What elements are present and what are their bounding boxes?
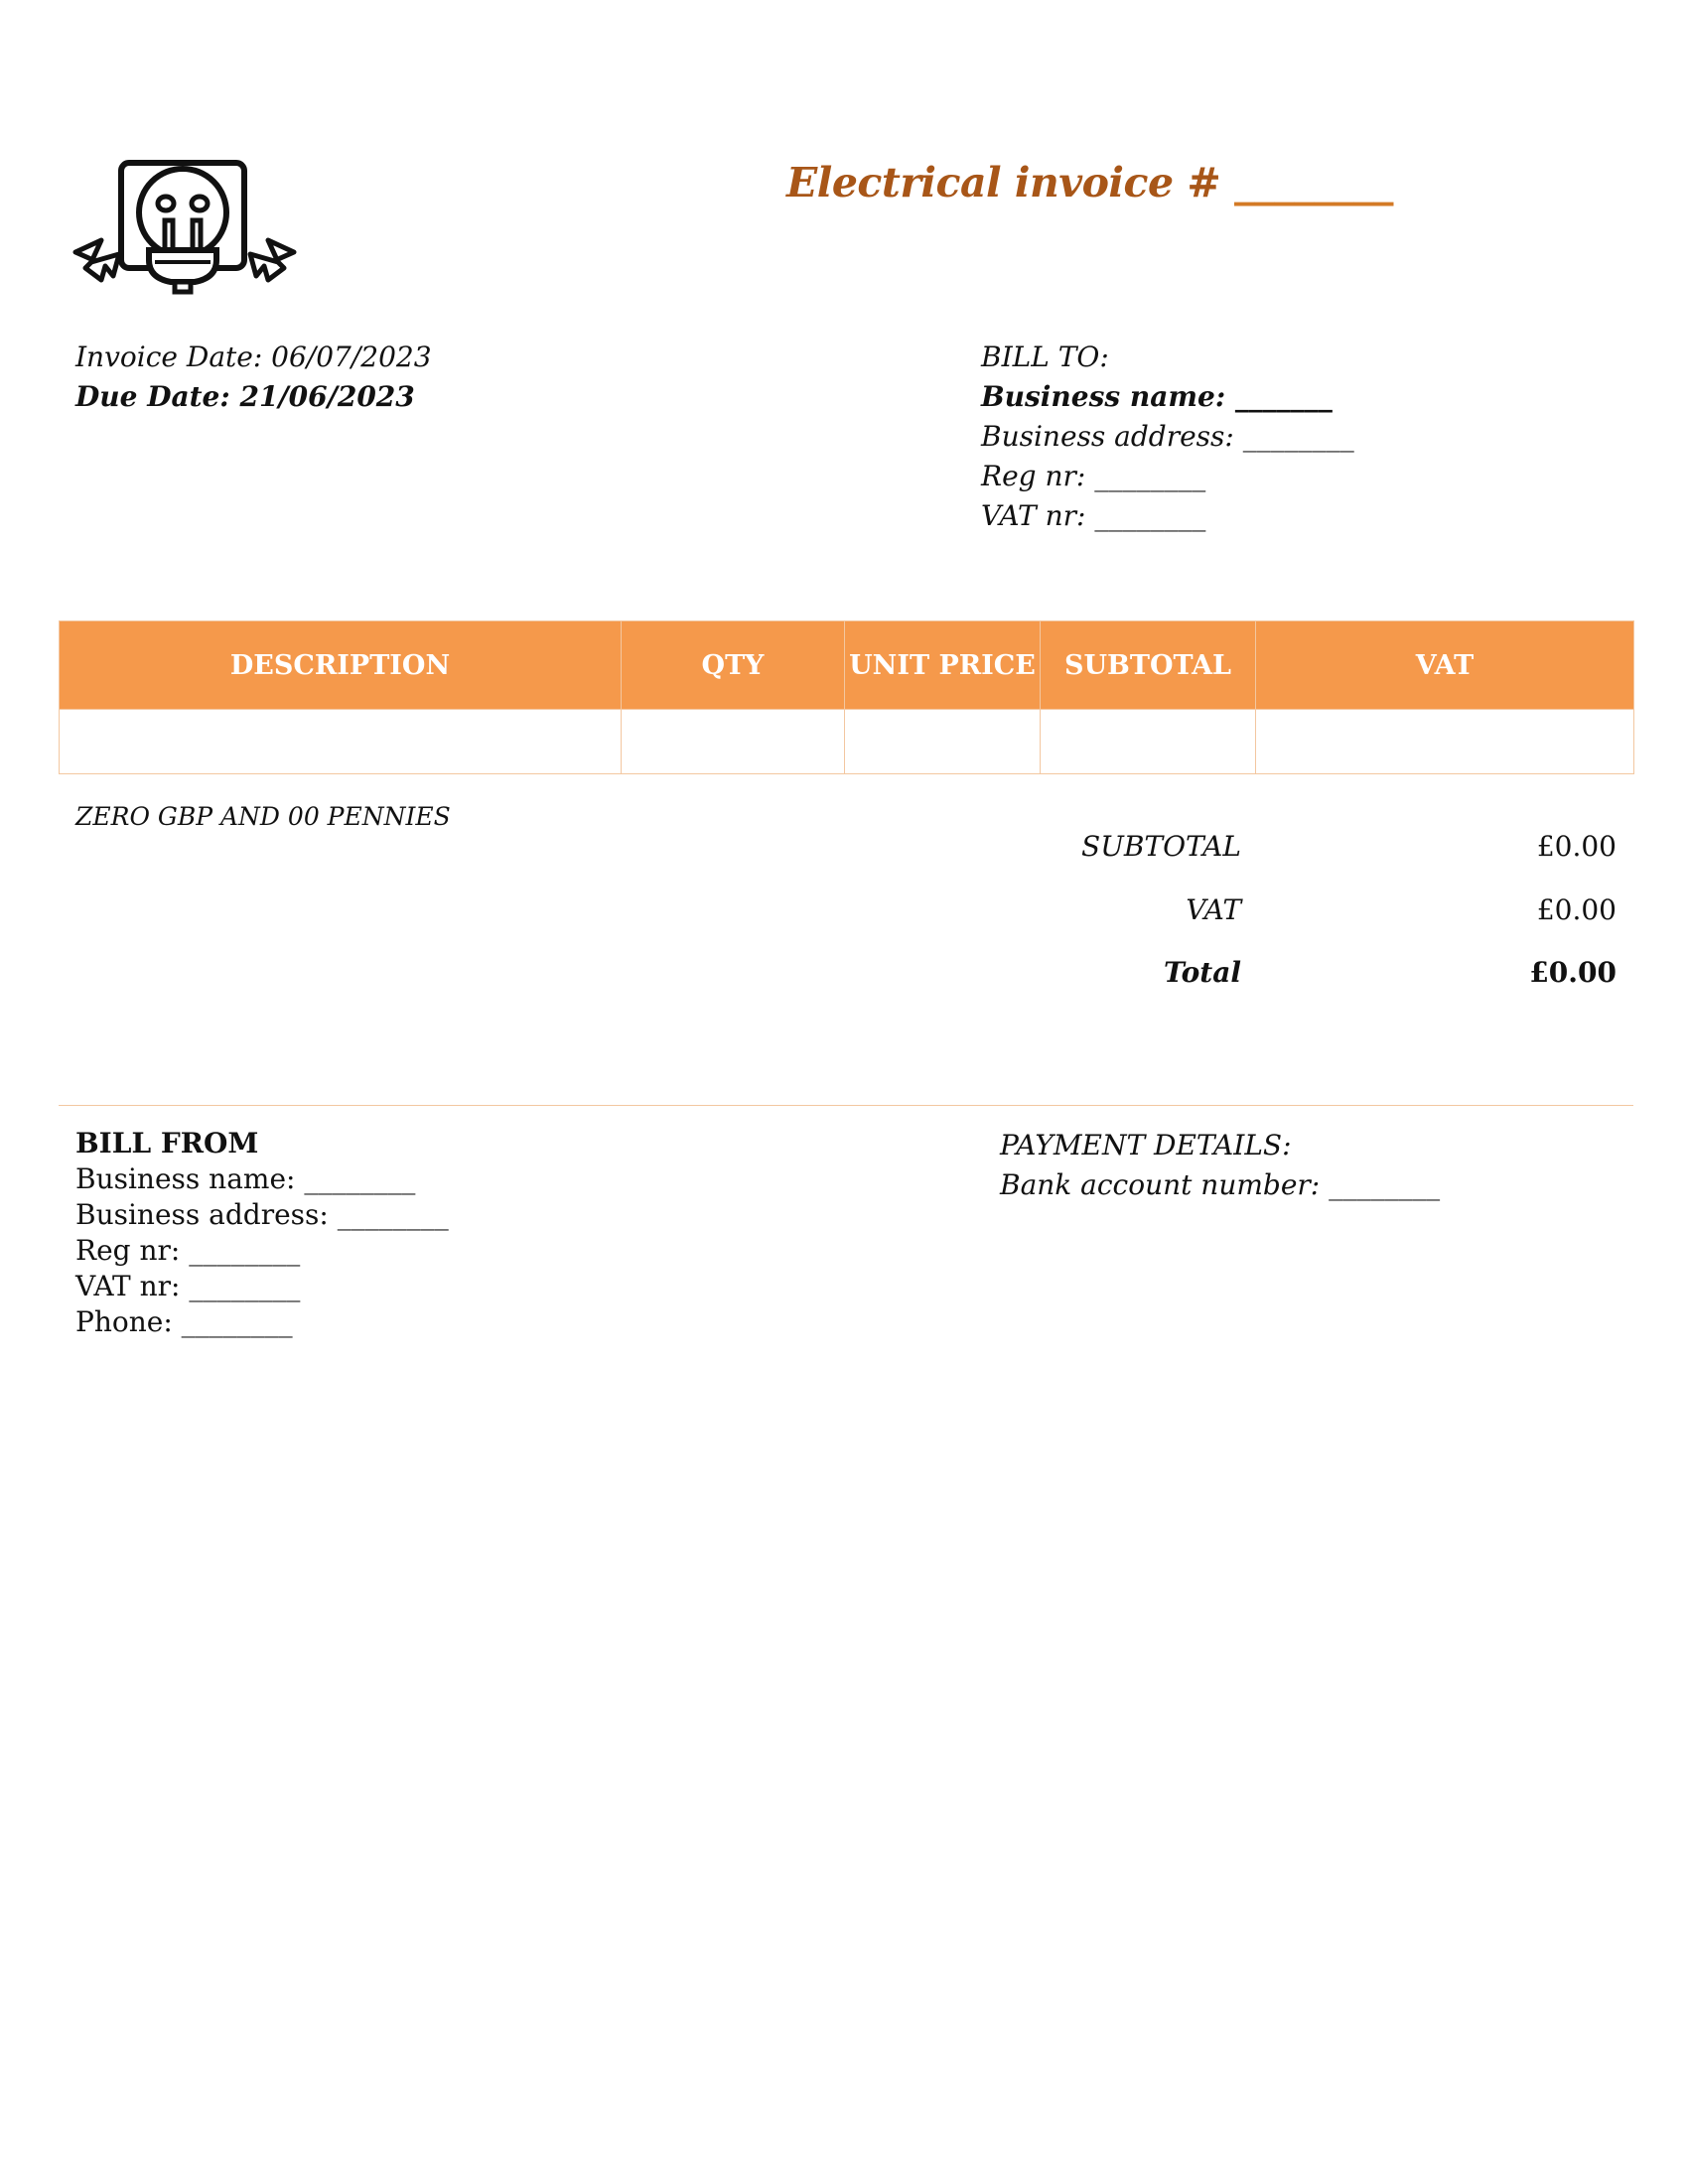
bill-to-section: [981, 338, 1354, 536]
column-header-unit-price: UNIT PRICE: [845, 621, 1041, 710]
column-header-qty: QTY: [622, 621, 845, 710]
bill-from-business-address: Business address: ________: [75, 1198, 449, 1231]
bill-to-business-address: Business address: ________: [981, 420, 1354, 453]
cell-qty: [622, 710, 845, 774]
bank-account-number: Bank account number: ________: [1000, 1168, 1441, 1201]
cell-unit-price: [845, 710, 1041, 774]
bill-to-business-name: Business name: _______: [981, 380, 1333, 413]
bill-from-reg-nr: Reg nr: ________: [75, 1234, 301, 1267]
section-divider: [59, 1105, 1633, 1106]
vat-value: £0.00: [1536, 893, 1617, 926]
table-row: [60, 710, 1634, 774]
bill-from-vat-nr: VAT nr: ________: [75, 1270, 301, 1302]
table-header-row: [60, 621, 1634, 710]
invoice-date: Invoice Date: 06/07/2023: [75, 341, 432, 373]
column-header-description: DESCRIPTION: [60, 621, 622, 710]
column-header-vat: VAT: [1256, 621, 1634, 710]
cell-vat: [1256, 710, 1634, 774]
payment-details-section: [1000, 1126, 1440, 1205]
bill-to-reg-nr: Reg nr: ________: [981, 460, 1206, 492]
vat-label: VAT: [1186, 893, 1241, 926]
amount-in-words: ZERO GBP AND 00 PENNIES: [75, 802, 451, 831]
bill-to-heading: BILL TO:: [981, 341, 1109, 373]
invoice-dates: [75, 338, 432, 417]
invoice-title-prefix: Electrical invoice #: [786, 159, 1221, 206]
bill-from-business-name: Business name: ________: [75, 1162, 416, 1195]
subtotal-value: £0.00: [1536, 830, 1617, 863]
bill-to-vat-nr: VAT nr: ________: [981, 499, 1206, 532]
invoice-title: [786, 159, 1393, 206]
bill-from-heading: BILL FROM: [75, 1127, 259, 1160]
cell-description: [60, 710, 622, 774]
total-label: Total: [1163, 956, 1241, 989]
total-value: £0.00: [1529, 956, 1617, 989]
electric-plug-socket-icon: [71, 157, 298, 296]
invoice-number-blank: ________: [1220, 159, 1393, 206]
bill-from-section: [75, 1126, 449, 1340]
payment-details-heading: PAYMENT DETAILS:: [1000, 1129, 1292, 1161]
items-table: [59, 620, 1634, 774]
cell-subtotal: [1041, 710, 1256, 774]
subtotal-label: SUBTOTAL: [1081, 830, 1241, 863]
column-header-subtotal: SUBTOTAL: [1041, 621, 1256, 710]
due-date: Due Date: 21/06/2023: [75, 380, 415, 413]
bill-from-phone: Phone: ________: [75, 1305, 293, 1338]
